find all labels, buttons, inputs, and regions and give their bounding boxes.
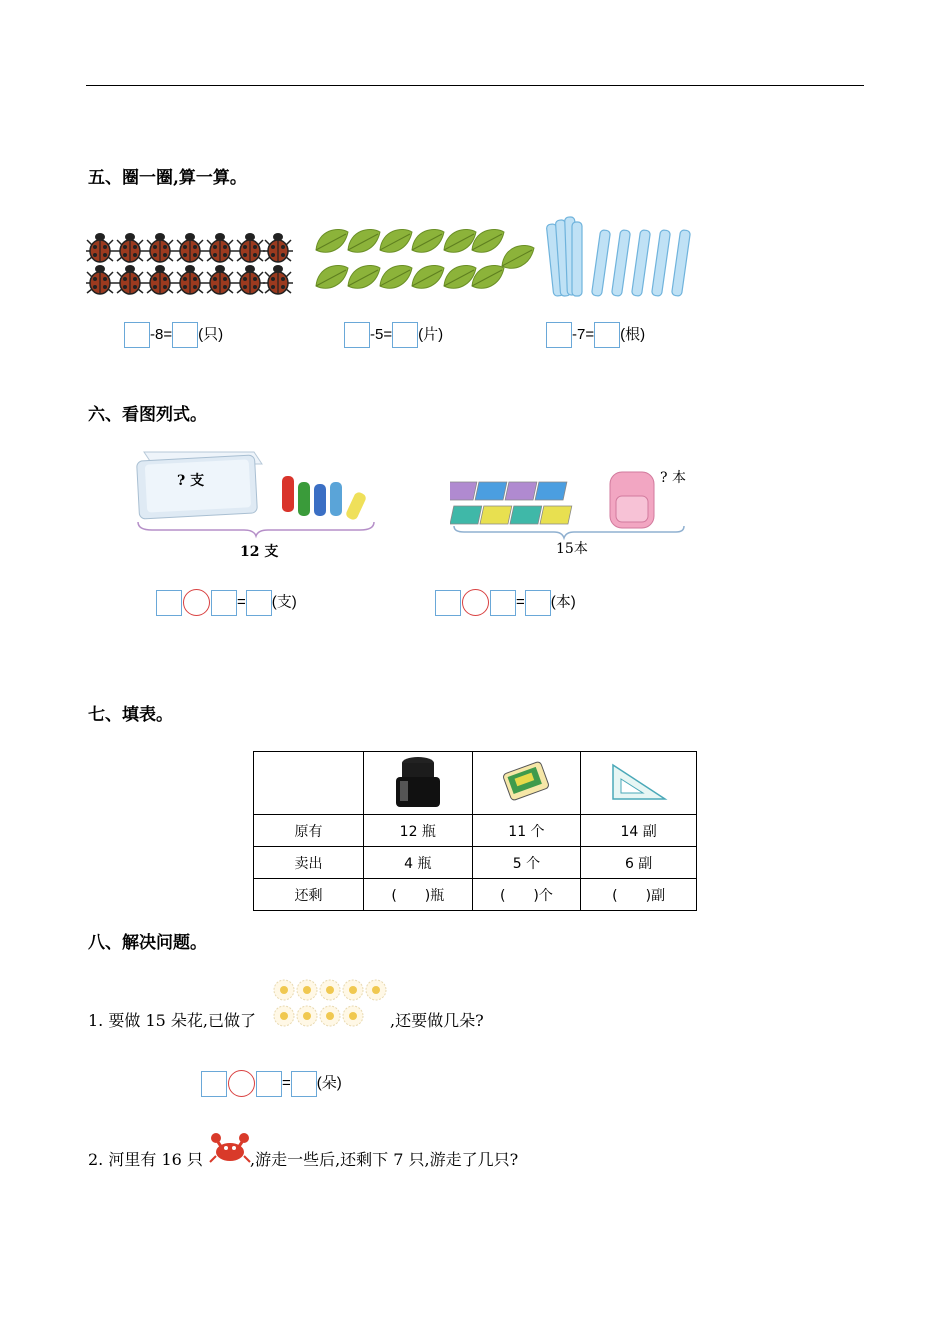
leaf-equation: -5= (片) (344, 322, 443, 348)
top-rule (86, 85, 864, 86)
answer-box[interactable] (211, 590, 237, 616)
flower-equation: = (朵) (201, 1070, 342, 1097)
answer-box[interactable] (156, 590, 182, 616)
table-cell: 14 副 (581, 815, 697, 847)
notebook-total-label: 15本 (556, 541, 588, 557)
table-cell: 6 副 (581, 847, 697, 879)
answer-box[interactable] (201, 1071, 227, 1097)
question-1-prefix: 1. 要做 15 朵花,已做了 (88, 1011, 256, 1030)
section8-heading: 八、解决问题。 (88, 933, 207, 953)
answer-box[interactable] (246, 590, 272, 616)
answer-box[interactable] (172, 322, 198, 348)
crab-icon (208, 1128, 252, 1168)
section5-heading: 五、圈一圈,算一算。 (88, 168, 247, 188)
crayon-box-label: ? 支 (177, 473, 205, 489)
triangle-ruler-icon (607, 757, 671, 805)
table-corner-cell (254, 752, 364, 815)
answer-cell[interactable]: ( )个 (472, 879, 581, 911)
row-label: 原有 (254, 815, 364, 847)
section6-heading: 六、看图列式。 (88, 405, 207, 425)
row-label: 卖出 (254, 847, 364, 879)
triangle-ruler-cell (581, 752, 697, 815)
answer-cell[interactable]: ( )副 (581, 879, 697, 911)
table-cell: 5 个 (472, 847, 581, 879)
crayon-equation: = (支) (156, 589, 297, 616)
answer-box[interactable] (594, 322, 620, 348)
sticks-illustration (544, 212, 694, 302)
answer-box[interactable] (490, 590, 516, 616)
table-cell: 4 瓶 (364, 847, 473, 879)
eraser-cell (472, 752, 581, 815)
fill-table (253, 751, 697, 911)
notebook-question-label: ? 本 (660, 470, 686, 486)
answer-box[interactable] (546, 322, 572, 348)
notebook-equation: = (本) (435, 589, 576, 616)
section7-heading: 七、填表。 (88, 705, 173, 725)
stick-equation: -7= (根) (546, 322, 645, 348)
table-cell: 11 个 (472, 815, 581, 847)
crayon-total-label: 12 支 (240, 544, 279, 560)
notebooks-bag-illustration (450, 458, 690, 550)
answer-box[interactable] (124, 322, 150, 348)
operator-circle[interactable] (462, 589, 489, 616)
operator-circle[interactable] (228, 1070, 255, 1097)
row-label: 还剩 (254, 879, 364, 911)
answer-box[interactable] (392, 322, 418, 348)
answer-box[interactable] (435, 590, 461, 616)
question-2-suffix: ,游走一些后,还剩下 7 只,游走了几只? (250, 1150, 519, 1169)
question-1-suffix: ,还要做几朵? (390, 1011, 484, 1030)
question-2-prefix: 2. 河里有 16 只 (88, 1150, 203, 1169)
answer-box[interactable] (291, 1071, 317, 1097)
flowers-illustration (270, 976, 392, 1032)
eraser-icon (496, 753, 556, 809)
answer-box[interactable] (256, 1071, 282, 1097)
answer-box[interactable] (525, 590, 551, 616)
ink-bottle-icon (388, 753, 448, 809)
operator-circle[interactable] (183, 589, 210, 616)
ladybug-equation: -8= (只) (124, 322, 223, 348)
table-cell: 12 瓶 (364, 815, 473, 847)
answer-cell[interactable]: ( )瓶 (364, 879, 473, 911)
ink-bottle-cell (364, 752, 473, 815)
ladybugs-illustration (86, 232, 296, 300)
leaves-illustration (312, 222, 542, 300)
answer-box[interactable] (344, 322, 370, 348)
